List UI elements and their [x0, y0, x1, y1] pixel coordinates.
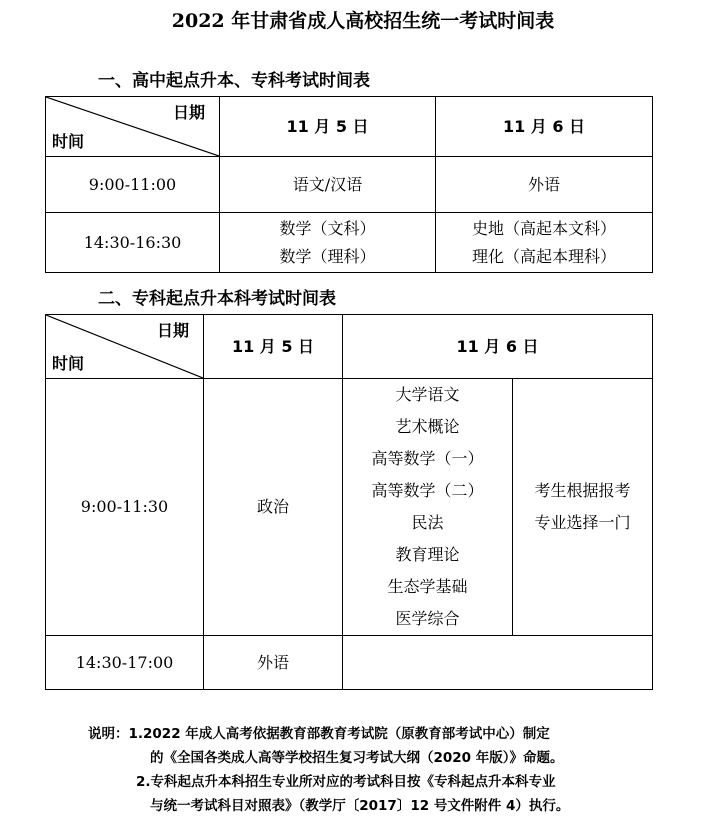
- column-header-day1: 11 月 5 日: [220, 97, 436, 157]
- note-line: 2.专科起点升本科招生专业所对应的考试科目按《专科起点升本科专业: [136, 774, 556, 790]
- note-line: 说明：1.2022 年成人高考依据教育部教育考试院（原教育部考试中心）制定: [88, 726, 550, 742]
- header-corner-cell: [46, 315, 204, 379]
- corner-time-label: 时间: [52, 132, 85, 151]
- subject-cell: [220, 157, 436, 213]
- subject-text: 史地（高起本文科）: [471, 218, 616, 238]
- time-cell: 9:00-11:00: [46, 157, 220, 213]
- table-row: [46, 636, 653, 690]
- time-cell: 14:30-16:30: [46, 213, 220, 273]
- page-title: 2022 年甘肃省成人高校招生统一考试时间表: [171, 10, 555, 32]
- note-line: 的《全国各类成人高等学校招生复习考试大纲（2020 年版）》命题。: [150, 750, 564, 766]
- subject-text: 语文/汉语: [292, 174, 363, 194]
- table-row: [46, 379, 653, 636]
- column-header-day2: 11 月 6 日: [436, 97, 653, 157]
- schedule-table-2: [45, 314, 653, 690]
- section2-heading: 二、专科起点升本科考试时间表: [98, 289, 336, 309]
- elective-subjects-cell: [343, 379, 513, 636]
- subject-cell: [436, 213, 653, 273]
- subject-text: 数学（文科）: [279, 218, 376, 238]
- schedule-table-1: [45, 96, 653, 273]
- subject-text: 外语: [527, 174, 560, 194]
- choice-note-cell: [513, 379, 653, 636]
- subject-text: 数学（理科）: [279, 246, 376, 266]
- corner-date-label: 日期: [156, 321, 189, 340]
- choice-text: 专业选择一门: [534, 513, 631, 532]
- header-corner-cell: [46, 97, 220, 157]
- corner-time-label: 时间: [52, 354, 85, 373]
- subject-text: 大学语文: [395, 385, 460, 404]
- subject-cell: [220, 213, 436, 273]
- subject-text: 教育理论: [395, 545, 460, 564]
- empty-cell: [343, 636, 653, 690]
- column-header-day1: 11 月 5 日: [204, 315, 343, 379]
- section1-heading: 一、高中起点升本、专科考试时间表: [98, 71, 370, 91]
- notes: [88, 722, 569, 818]
- subject-text: 生态学基础: [387, 577, 468, 596]
- subject-cell: 外语: [204, 636, 343, 690]
- subject-cell: [436, 157, 653, 213]
- choice-text: 考生根据报考: [534, 481, 631, 500]
- subject-cell: 政治: [204, 379, 343, 636]
- time-cell: 9:00-11:30: [46, 379, 204, 636]
- note-line: 与统一考试科目对照表》（教学厅〔2017〕12 号文件附件 4）执行。: [150, 798, 570, 814]
- subject-text: 高等数学（一）: [371, 449, 484, 468]
- column-header-day2: 11 月 6 日: [343, 315, 653, 379]
- subject-text: 艺术概论: [395, 417, 460, 436]
- time-cell: 14:30-17:00: [46, 636, 204, 690]
- table-row: [46, 213, 653, 273]
- table-row: [46, 157, 653, 213]
- subject-text: 民法: [411, 513, 444, 532]
- subject-text: 理化（高起本理科）: [471, 246, 616, 266]
- subject-text: 高等数学（二）: [371, 481, 484, 500]
- subject-text: 医学综合: [395, 609, 460, 628]
- corner-date-label: 日期: [172, 103, 205, 122]
